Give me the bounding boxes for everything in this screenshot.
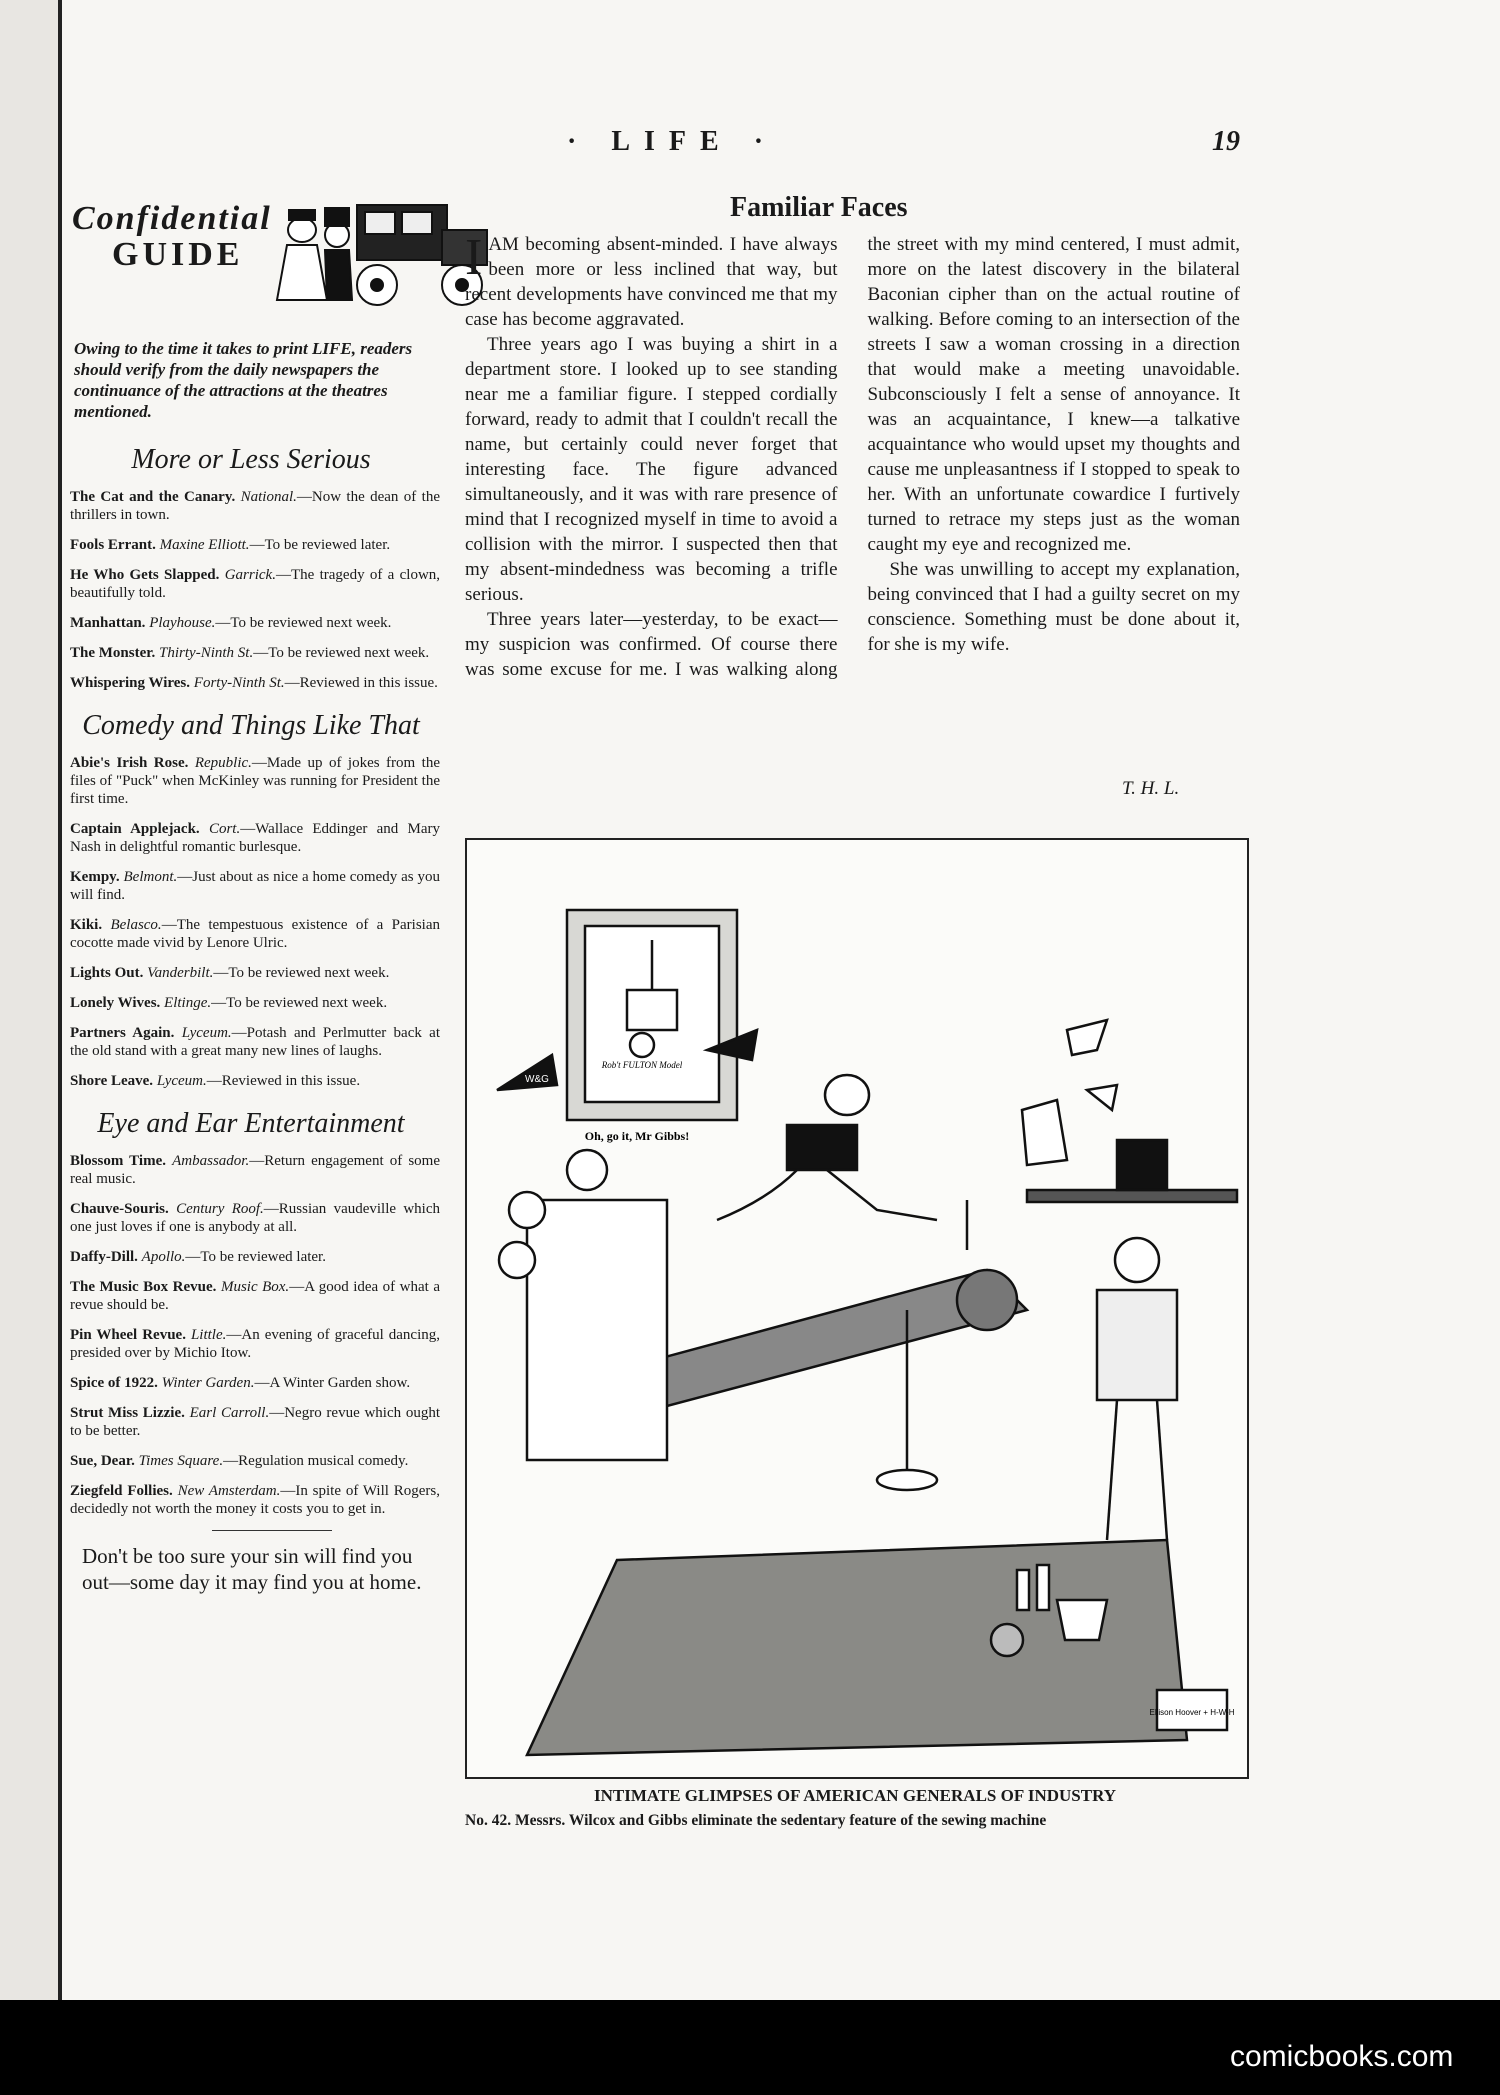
- show-title: Manhattan.: [70, 615, 146, 631]
- article-paragraph: Three years ago I was buying a shirt in a department store. I looked up to see standing near me a familiar figure. I stepped cordially forward, ready to admit that I couldn't recall the name, but certainly could never forget that interesting face. The figure advanced simultaneously, and it was with rare presence of mind that I recognized myself in time to avoid a collision with the mirror. I suspected then that my absent-mindedness was becoming a trifle serious.: [465, 334, 838, 605]
- listing-entry: [70, 994, 440, 1012]
- section-title: Comedy and Things Like That: [82, 710, 420, 741]
- listing-entry: [70, 1152, 440, 1188]
- theatre-name: Forty-Ninth St.: [193, 675, 285, 691]
- show-title: Captain Applejack.: [70, 821, 200, 837]
- theatre-name: Apollo.: [141, 1249, 186, 1265]
- show-title: Whispering Wires.: [70, 675, 191, 691]
- show-description: —Just about as nice a home comedy as you will find.: [70, 869, 441, 903]
- theatre-name: Cort.: [208, 821, 241, 837]
- show-description: —The tempestuous existence of a Parisian cocotte made vivid by Lenore Ulric.: [70, 917, 440, 951]
- show-description: —A Winter Garden show.: [254, 1375, 411, 1391]
- theatre-name: Lyceum.: [181, 1025, 232, 1041]
- article-paragraph: IAM becoming absent-minded. I have always been more or less inclined that way, but recent developments have convinced me that my case has become aggravated.: [465, 229, 838, 330]
- listing-entry: [70, 754, 440, 808]
- guide-title-line2: GUIDE: [112, 236, 244, 273]
- show-title: Daffy-Dill.: [70, 1249, 138, 1265]
- show-title: Chauve-Souris.: [70, 1201, 169, 1217]
- theatre-name: Winter Garden.: [161, 1375, 255, 1391]
- guide-note: Owing to the time it takes to print LIFE, readers should verify from the daily newspapers the continuance of the attractions at the theatres mentioned.: [74, 339, 413, 421]
- guide-section: [62, 710, 440, 1090]
- theatre-name: Eltinge.: [164, 995, 212, 1011]
- theatre-name: Playhouse.: [149, 615, 216, 631]
- spectator: [567, 1150, 607, 1190]
- show-description: —The tragedy of a clown, beautifully told.: [70, 567, 441, 601]
- show-title: Sue, Dear.: [70, 1453, 135, 1469]
- closing-quip: Don't be too sure your sin will find you out—some day it may find you at home.: [82, 1544, 422, 1594]
- masthead: · LIFE ·: [567, 126, 778, 157]
- show-title: Strut Miss Lizzie.: [70, 1405, 185, 1421]
- show-title: Partners Again.: [70, 1025, 175, 1041]
- show-description: —To be reviewed later.: [185, 1249, 326, 1265]
- artist-signature: Ellison Hoover + H-W-H: [1149, 1708, 1235, 1717]
- poster-caption: Rob't FULTON Model: [601, 1060, 683, 1070]
- sewing-table: [1027, 1190, 1237, 1202]
- show-title: The Cat and the Canary.: [70, 489, 236, 505]
- show-description: —Reviewed in this issue.: [206, 1073, 361, 1089]
- show-title: Ziegfeld Follies.: [70, 1483, 173, 1499]
- page-number: 19: [1212, 126, 1240, 157]
- listing-entry: [70, 644, 440, 662]
- theatre-name: Times Square.: [138, 1453, 224, 1469]
- speech-text: Oh, go it, Mr Gibbs!: [584, 1129, 690, 1143]
- listing-entry: [70, 1278, 440, 1314]
- confidential-guide: [62, 190, 440, 1595]
- show-title: Shore Leave.: [70, 1073, 154, 1089]
- listing-entry: [70, 1024, 440, 1060]
- cartoon-drawing: [467, 840, 1247, 1777]
- author-signature: T. H. L.: [1122, 778, 1180, 799]
- runner-figure: [825, 1075, 869, 1115]
- show-title: Blossom Time.: [70, 1153, 166, 1169]
- theatre-name: Little.: [190, 1327, 227, 1343]
- show-title: The Monster.: [70, 645, 156, 661]
- guide-illustration: [257, 190, 497, 310]
- show-title: Lights Out.: [70, 965, 144, 981]
- listing-entry: [70, 488, 440, 524]
- show-title: He Who Gets Slapped.: [70, 567, 220, 583]
- show-description: —Russian vaudeville which one just loves if one is anybody at all.: [70, 1201, 441, 1235]
- show-description: —Return engagement of some real music.: [70, 1153, 440, 1187]
- listing-entry: [70, 536, 440, 554]
- show-description: —To be reviewed next week.: [215, 615, 392, 631]
- site-watermark: comicbooks.com: [1230, 2040, 1454, 2073]
- listing-entry: [70, 1326, 440, 1362]
- show-description: —Potash and Perlmutter back at the old stand with a great many new lines of laughs.: [70, 1025, 441, 1059]
- theatre-name: Century Roof.: [176, 1201, 264, 1217]
- theatre-name: Belmont.: [123, 869, 178, 885]
- guide-title-line1: Confidential: [72, 200, 272, 237]
- listing-entry: [70, 916, 440, 952]
- show-title: Pin Wheel Revue.: [70, 1327, 186, 1343]
- sewing-machine: [1117, 1140, 1167, 1190]
- theatre-name: Belasco.: [110, 917, 162, 933]
- show-title: Fools Errant.: [70, 537, 156, 553]
- show-description: —A good idea of what a revue should be.: [70, 1279, 441, 1313]
- theatre-name: Ambassador.: [172, 1153, 250, 1169]
- theatre-name: Music Box.: [220, 1279, 290, 1295]
- page-header: [62, 126, 1500, 166]
- previous-page-edge: [0, 0, 58, 2000]
- show-title: Kiki.: [70, 917, 103, 933]
- theatre-name: Maxine Elliott.: [159, 537, 250, 553]
- theatre-name: Earl Carroll.: [189, 1405, 270, 1421]
- listing-entry: [70, 1248, 440, 1266]
- listing-entry: [70, 1452, 440, 1470]
- section-title: Eye and Ear Entertainment: [97, 1108, 405, 1139]
- listing-entry: [70, 868, 440, 904]
- article-body: [465, 229, 1240, 812]
- show-title: Abie's Irish Rose.: [70, 755, 189, 771]
- show-title: The Music Box Revue.: [70, 1279, 217, 1295]
- show-description: —To be reviewed next week.: [213, 965, 390, 981]
- guide-header: [62, 190, 440, 320]
- show-title: Lonely Wives.: [70, 995, 161, 1011]
- attendant-figure: [1115, 1238, 1159, 1282]
- show-description: —Regulation musical comedy.: [223, 1453, 409, 1469]
- listing-entry: [70, 1404, 440, 1440]
- theatre-name: National.: [240, 489, 297, 505]
- show-description: —In spite of Will Rogers, decidedly not worth the money it costs you to get in.: [70, 1483, 441, 1517]
- listing-entry: [70, 674, 440, 692]
- show-description: —To be reviewed next week.: [211, 995, 388, 1011]
- guide-section: [62, 444, 440, 692]
- article-paragraph: Three years later—yesterday, to be exact—my suspicion was confirmed. Of course there was some excuse for me. I was walking along the street with my mind centered, I must admit, more on the latest discovery in the bilateral Baconian cipher than on the actual routine of walking. Before coming to an intersection of the streets I saw a woman crossing in a direction that would make a meeting unavoidable. Subconsciously I felt a sense of annoyance. It was an acquaintance, I knew—a talkative acquaintance who would upset my thoughts and cause me unpleasantness if I stopped to speak to her. With an unfortunate cowardice I furtively turned to retrace my steps just as the woman caught my eye and recognized me.: [465, 234, 1240, 680]
- show-description: —Wallace Eddinger and Mary Nash in delightful romantic burlesque.: [70, 821, 440, 855]
- guide-section: [62, 1108, 440, 1518]
- article-paragraph: She was unwilling to accept my explanation, being convinced that I had a guilty secret on my conscience. Something must be done about it, for she is my wife.: [867, 559, 1240, 655]
- show-description: —To be reviewed later.: [249, 537, 391, 553]
- show-description: —Reviewed in this issue.: [284, 675, 438, 691]
- floor-rug: [527, 1540, 1187, 1755]
- listing-entry: [70, 1482, 440, 1518]
- listing-entry: [70, 1072, 440, 1090]
- theatre-name: Vanderbilt.: [147, 965, 214, 981]
- divider: [212, 1530, 332, 1531]
- section-title: More or Less Serious: [131, 444, 371, 475]
- show-description: —Now the dean of the thrillers in town.: [70, 489, 440, 523]
- show-description: —Made up of jokes from the files of "Puck" when McKinley was running for President the first time.: [70, 755, 441, 807]
- show-description: —Negro revue which ought to be better.: [70, 1405, 441, 1439]
- theatre-name: New Amsterdam.: [177, 1483, 281, 1499]
- theatre-name: Garrick.: [224, 567, 276, 583]
- cartoon-caption-title: INTIMATE GLIMPSES OF AMERICAN GENERALS OF INDUSTRY: [593, 1786, 1117, 1805]
- listing-entry: [70, 614, 440, 632]
- show-title: Spice of 1922.: [70, 1375, 158, 1391]
- cartoon-illustration: [465, 838, 1249, 1779]
- drop-cap: I: [465, 229, 483, 286]
- theatre-name: Thirty-Ninth St.: [159, 645, 254, 661]
- show-title: Kempy.: [70, 869, 120, 885]
- show-description: —To be reviewed next week.: [253, 645, 430, 661]
- listing-entry: [70, 1374, 440, 1392]
- flying-garment: [1067, 1020, 1107, 1055]
- pennant-label: W&G: [525, 1074, 549, 1085]
- bucket: [1057, 1600, 1107, 1640]
- listing-entry: [70, 566, 440, 602]
- theatre-name: Lyceum.: [156, 1073, 207, 1089]
- listing-entry: [70, 964, 440, 982]
- show-description: —An evening of graceful dancing, presided over by Michio Itow.: [70, 1327, 441, 1361]
- cartoon-caption-subtitle: No. 42. Messrs. Wilcox and Gibbs eliminate the sedentary feature of the sewing machine: [465, 1812, 1047, 1829]
- listing-entry: [70, 820, 440, 856]
- theatre-name: Republic.: [194, 755, 252, 771]
- article-title: Familiar Faces: [730, 192, 908, 223]
- listing-entry: [70, 1200, 440, 1236]
